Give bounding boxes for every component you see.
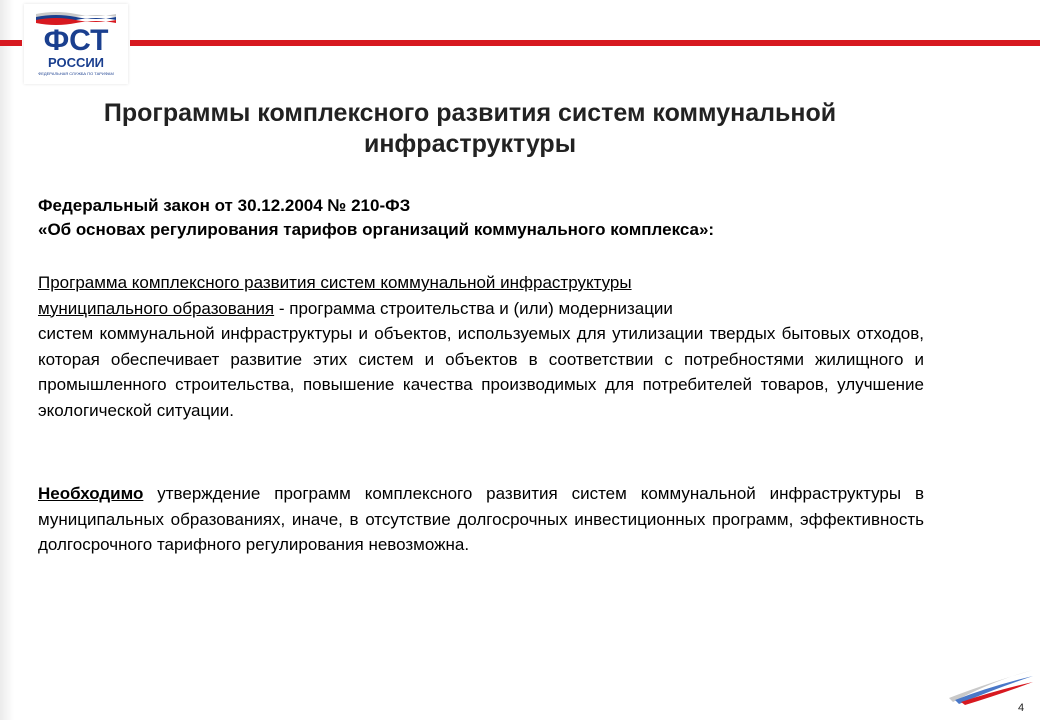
law-reference [38,194,928,242]
title-line-2: инфраструктуры [363,130,577,158]
header-red-rule [130,40,1040,46]
definition-term-line-1: Программа комплексного развития систем коммунальной инфраструктуры [38,273,632,292]
definition-line-2 [38,296,924,322]
slide-title [40,98,900,160]
page-number: 4 [1018,702,1025,714]
title-line-1: Программы комплексного развития систем коммунальной [103,99,837,127]
necessity-paragraph [38,481,924,558]
law-number: Федеральный закон от 30.12.2004 № 210-ФЗ [38,196,411,215]
definition-body: систем коммунальной инфраструктуры и объектов, используемых для утилизации твердых бытовых отходов, которая обеспечивает развитие этих систем и объектов в соответствии с потребностями жилищного и промышленного строительства, повышение качества производимых для потребителей товаров, улучшение экологической ситуации. [38,324,924,420]
header-red-rule-left [0,40,22,46]
logo-subtitle: ФЕДЕРАЛЬНАЯ СЛУЖБА ПО ТАРИФАМ [38,71,114,76]
definition-paragraph [38,270,924,423]
logo-abbreviation: ФСТ [43,24,109,57]
necessity-keyword: Необходимо [38,484,144,503]
logo-country: РОССИИ [47,55,105,70]
left-edge-shade [0,0,14,720]
definition-rest-line-2: - программа строительства и (или) модернизации [274,298,673,318]
flag-swoosh-icon [945,662,1035,706]
fst-logo [24,4,128,84]
definition-term-line-2: муниципального образования [38,298,275,318]
necessity-text: утверждение программ комплексного развития систем коммунальной инфраструктуры в муниципальных образованиях, иначе, в отсутствие долгосрочных инвестиционных программ, эффективность долгосрочного тарифного регулирования невозможна. [38,484,924,554]
law-name: «Об основах регулирования тарифов организаций коммунального комплекса»: [38,220,715,239]
